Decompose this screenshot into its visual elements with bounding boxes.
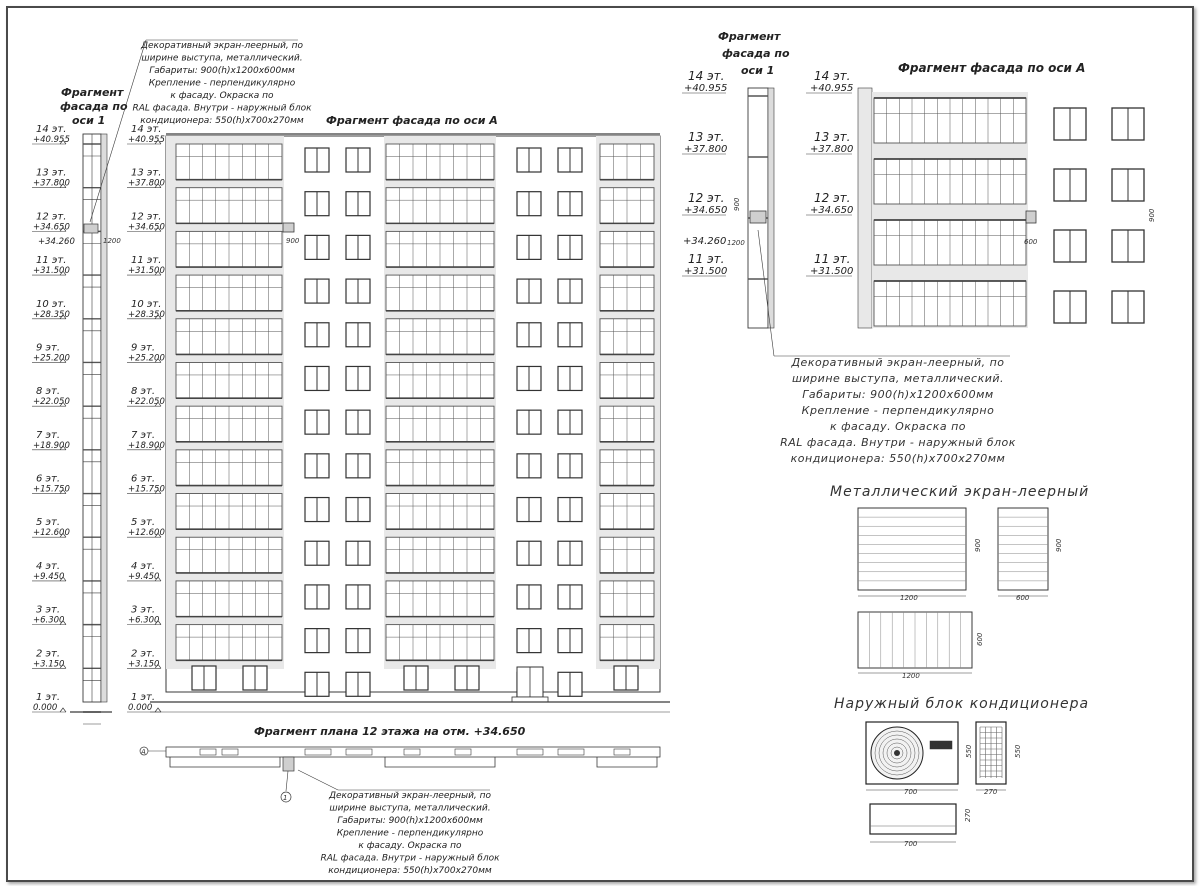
left-floor-elev: +22.050 — [33, 397, 70, 408]
left-floor-elev: +15.750 — [33, 484, 70, 495]
left-screen-box — [84, 224, 98, 233]
plan-window-opening — [200, 749, 216, 755]
detail-title1-line1: Фрагмент — [718, 30, 781, 43]
left-floor-name: 13 эт. — [36, 167, 67, 179]
detail-note-line: ширине выступа, металлический. — [791, 372, 1005, 385]
ac-geometry — [866, 722, 1022, 848]
screen-section — [830, 484, 1089, 680]
main-floor-elev: +31.500 — [128, 266, 165, 277]
left-floor-name: 12 эт. — [36, 211, 67, 223]
left-floor-elev: +25.200 — [33, 353, 70, 364]
detail-note-line: Габариты: 900(h)x1200x600мм — [802, 388, 994, 401]
detail-main-floor-name: 13 эт. — [814, 130, 851, 144]
detail-geometry — [682, 69, 1188, 328]
main-floor-name: 8 эт. — [131, 386, 156, 398]
left-view — [32, 86, 128, 724]
left-floor-name: 11 эт. — [36, 255, 67, 267]
left-level-marks — [32, 124, 70, 713]
left-floor-name: 7 эт. — [36, 429, 61, 441]
main-floor-elev: +6.300 — [128, 615, 160, 626]
left-facade-edge — [101, 134, 107, 702]
ac-dim-depth-top: 270 — [964, 808, 972, 822]
detail-left-floor-elev: +34.650 — [684, 205, 728, 216]
main-floor-elev: +3.150 — [128, 659, 160, 670]
left-level-marker — [60, 708, 66, 712]
left-wall — [70, 134, 121, 724]
detail-pier — [858, 88, 872, 328]
detail-main-floor-elev: +31.500 — [810, 266, 854, 277]
top-note-line: RAL фасада. Внутри - наружный блок — [132, 103, 312, 114]
bottom-note-line: Крепление - перпендикулярно — [336, 828, 484, 839]
detail-main-floor-name: 11 эт. — [814, 252, 851, 266]
main-floor-name: 4 эт. — [131, 560, 156, 572]
main-floor-name: 2 эт. — [131, 648, 156, 660]
ac-dim-width-front: 700 — [904, 788, 918, 796]
top-note-line: Декоративный экран-леерный, по — [140, 41, 304, 51]
screen-front — [858, 508, 966, 590]
main-floor-name: 10 эт. — [131, 298, 162, 310]
main-floor-name: 9 эт. — [131, 342, 156, 354]
detail-dim-900: 900 — [733, 197, 741, 211]
main-level-marks — [127, 124, 165, 713]
left-floor-name: 8 эт. — [36, 386, 61, 398]
plan-loggia — [170, 757, 280, 767]
detail-title1-line2: фасада по — [722, 47, 790, 60]
main-floor-elev: 0.000 — [128, 703, 153, 713]
left-floor-name: 4 эт. — [36, 560, 61, 572]
main-floor-elev: +22.050 — [128, 397, 165, 408]
detail-left-floor-name: 12 эт. — [688, 191, 725, 205]
main-floor-name: 6 эт. — [131, 473, 156, 485]
detail-left-floor-name: 14 эт. — [688, 69, 725, 83]
left-floor-name: 9 эт. — [36, 342, 61, 354]
screen-dim-height-front: 900 — [974, 538, 982, 552]
detail-note-line: Крепление - перпендикулярно — [801, 404, 995, 417]
bottom-note-leader — [298, 770, 338, 790]
plan-loggia — [385, 757, 495, 767]
main-screen-box — [283, 223, 294, 232]
left-floor-elev: +3.150 — [33, 659, 65, 670]
left-extra-level: +34.260 — [38, 237, 75, 247]
main-floor-name: 7 эт. — [131, 429, 156, 441]
ac-dim-depth-side: 270 — [984, 788, 998, 796]
ac-title: Наружный блок кондиционера — [834, 696, 1090, 712]
main-floor-elev: +15.750 — [128, 484, 165, 495]
left-floor-elev: +18.900 — [33, 440, 70, 451]
detail-dim-1200: 1200 — [727, 239, 745, 247]
main-facade — [127, 114, 670, 713]
detail-main-floor-name: 14 эт. — [814, 69, 851, 83]
detail-note-line: к фасаду. Окраска по — [829, 420, 967, 433]
plan-title: Фрагмент плана 12 этажа на отм. +34.650 — [254, 725, 526, 738]
main-floor-name: 3 эт. — [131, 604, 156, 616]
plan-callout-leader — [286, 771, 288, 791]
detail-note-line: RAL фасада. Внутри - наружный блок — [780, 436, 1016, 449]
main-floor-elev: +12.600 — [128, 528, 165, 539]
entrance-step — [512, 697, 548, 702]
left-floor-elev: +28.350 — [33, 309, 70, 320]
left-floor-elev: +6.300 — [33, 615, 65, 626]
main-floor-elev: +37.800 — [128, 178, 165, 189]
bottom-note-line: RAL фасада. Внутри - наружный блок — [320, 853, 500, 864]
main-floor-name: 1 эт. — [131, 692, 156, 703]
left-floor-elev: +40.955 — [33, 135, 70, 145]
main-level-marker — [155, 708, 161, 712]
left-floor-elev: +31.500 — [33, 266, 70, 277]
main-floor-name: 5 эт. — [131, 517, 156, 529]
detail-note-line: Декоративный экран-леерный, по — [791, 356, 1005, 369]
top-note-line: Габариты: 900(h)x1200x600мм — [149, 66, 295, 76]
detail-left-edge — [768, 88, 774, 328]
plan-window-opening — [222, 749, 238, 755]
main-floor-name: 14 эт. — [131, 124, 162, 135]
plan-screen — [283, 757, 294, 771]
detail-left-floor-name: 13 эт. — [688, 130, 725, 144]
ac-dim-height-front: 550 — [965, 744, 973, 758]
ac-logo-text: LESSAR — [932, 743, 952, 750]
detail-left-screen — [750, 211, 766, 223]
plan-callout-label: 1 — [283, 794, 288, 802]
detail-note-line: кондиционера: 550(h)x700x270мм — [790, 452, 1006, 465]
plan-window-opening — [305, 749, 331, 755]
screen-dim-width-front: 1200 — [900, 594, 918, 602]
plan-window-opening — [517, 749, 543, 755]
ac-dim-height-side: 550 — [1014, 744, 1022, 758]
main-floor-elev: +9.450 — [128, 571, 160, 582]
plan-window-opening — [346, 749, 372, 755]
left-floor-name: 6 эт. — [36, 473, 61, 485]
bottom-note-line: кондиционера: 550(h)x700x270мм — [328, 866, 492, 876]
ac-section — [834, 696, 1089, 848]
left-floor-elev: +9.450 — [33, 571, 65, 582]
left-floor-name: 14 эт. — [36, 124, 67, 135]
detail-dim-900-right: 900 — [1148, 208, 1156, 222]
top-note-line: к фасаду. Окраска по — [170, 91, 274, 101]
detail-main-floor-elev: +37.800 — [810, 144, 854, 155]
left-floor-elev: +34.650 — [33, 222, 70, 233]
top-note-line: ширине выступа, металлический. — [141, 53, 303, 64]
main-building — [150, 134, 670, 712]
detail-left-floor-elev: +40.955 — [684, 83, 728, 94]
main-floor-name: 12 эт. — [131, 211, 162, 223]
left-view-title-line2: фасада по — [60, 100, 128, 113]
left-view-title-line1: Фрагмент — [61, 86, 124, 99]
ac-dim-width-top: 700 — [904, 840, 918, 848]
detail-main-floor-elev: +40.955 — [810, 83, 854, 94]
top-note-line: Крепление - перпендикулярно — [148, 78, 296, 89]
plan-window-opening — [455, 749, 471, 755]
detail-left-strip — [748, 88, 768, 328]
left-view-title-line3: оси 1 — [72, 114, 106, 127]
bottom-note-line: ширине выступа, металлический. — [329, 803, 491, 814]
detail-main-floor-name: 12 эт. — [814, 191, 851, 205]
plan-window-opening — [558, 749, 584, 755]
screen-side — [998, 508, 1048, 590]
screen-dim-width-top: 1200 — [902, 672, 920, 680]
bottom-note-line: Габариты: 900(h)x1200x600мм — [337, 816, 483, 826]
main-floor-elev: +40.955 — [128, 135, 165, 145]
left-floor-name: 3 эт. — [36, 604, 61, 616]
left-floor-name: 10 эт. — [36, 298, 67, 310]
main-floor-name: 13 эт. — [131, 167, 162, 179]
main-floor-elev: +28.350 — [128, 309, 165, 320]
main-floor-name: 11 эт. — [131, 255, 162, 267]
plan-window-opening — [404, 749, 420, 755]
detail-main-screen — [1026, 211, 1036, 223]
main-screen-dim: 900 — [286, 237, 300, 245]
detail-left-floor-elev: +37.800 — [684, 144, 728, 155]
screen-dim-height-side: 900 — [1055, 538, 1063, 552]
left-screen-dim: 1200 — [103, 237, 121, 245]
detail-views — [682, 30, 1188, 465]
ac-fan-hub — [894, 750, 900, 756]
detail-left-floor-name: 11 эт. — [688, 252, 725, 266]
bottom-note-line: к фасаду. Окраска по — [358, 841, 462, 851]
plan-window-opening — [614, 749, 630, 755]
detail-title2: Фрагмент фасада по оси А — [898, 61, 1086, 75]
left-floor-elev: +37.800 — [33, 178, 70, 189]
bottom-note — [298, 770, 500, 876]
main-floor-elev: +18.900 — [128, 440, 165, 451]
left-floor-name: 1 эт. — [36, 692, 61, 703]
floor-plan — [140, 725, 660, 876]
detail-extra-level: +34.260 — [683, 236, 727, 247]
left-floor-name: 5 эт. — [36, 517, 61, 529]
ac-top-body — [870, 804, 956, 834]
main-floor-elev: +25.200 — [128, 353, 165, 364]
plan-loggia — [597, 757, 657, 767]
screen-title: Металлический экран-леерный — [830, 484, 1090, 500]
main-facade-title: Фрагмент фасада по оси А — [326, 114, 498, 127]
screen-geometry — [858, 508, 1063, 680]
top-note-line: кондиционера: 550(h)x700x270мм — [140, 116, 304, 126]
left-floor-elev: 0.000 — [33, 703, 58, 713]
left-floor-name: 2 эт. — [36, 648, 61, 660]
detail-left-floor-elev: +31.500 — [684, 266, 728, 277]
screen-dim-depth-top: 600 — [976, 632, 984, 646]
detail-main-floor-elev: +34.650 — [810, 205, 854, 216]
main-floor-elev: +34.650 — [128, 222, 165, 233]
plan-axis-label: А — [141, 748, 146, 756]
left-floor-elev: +12.600 — [33, 528, 70, 539]
screen-dim-depth-side: 600 — [1016, 594, 1030, 602]
detail-dim-600: 600 — [1024, 238, 1038, 246]
detail-title1-line3: оси 1 — [741, 64, 775, 77]
bottom-note-line: Декоративный экран-леерный, по — [328, 791, 492, 801]
